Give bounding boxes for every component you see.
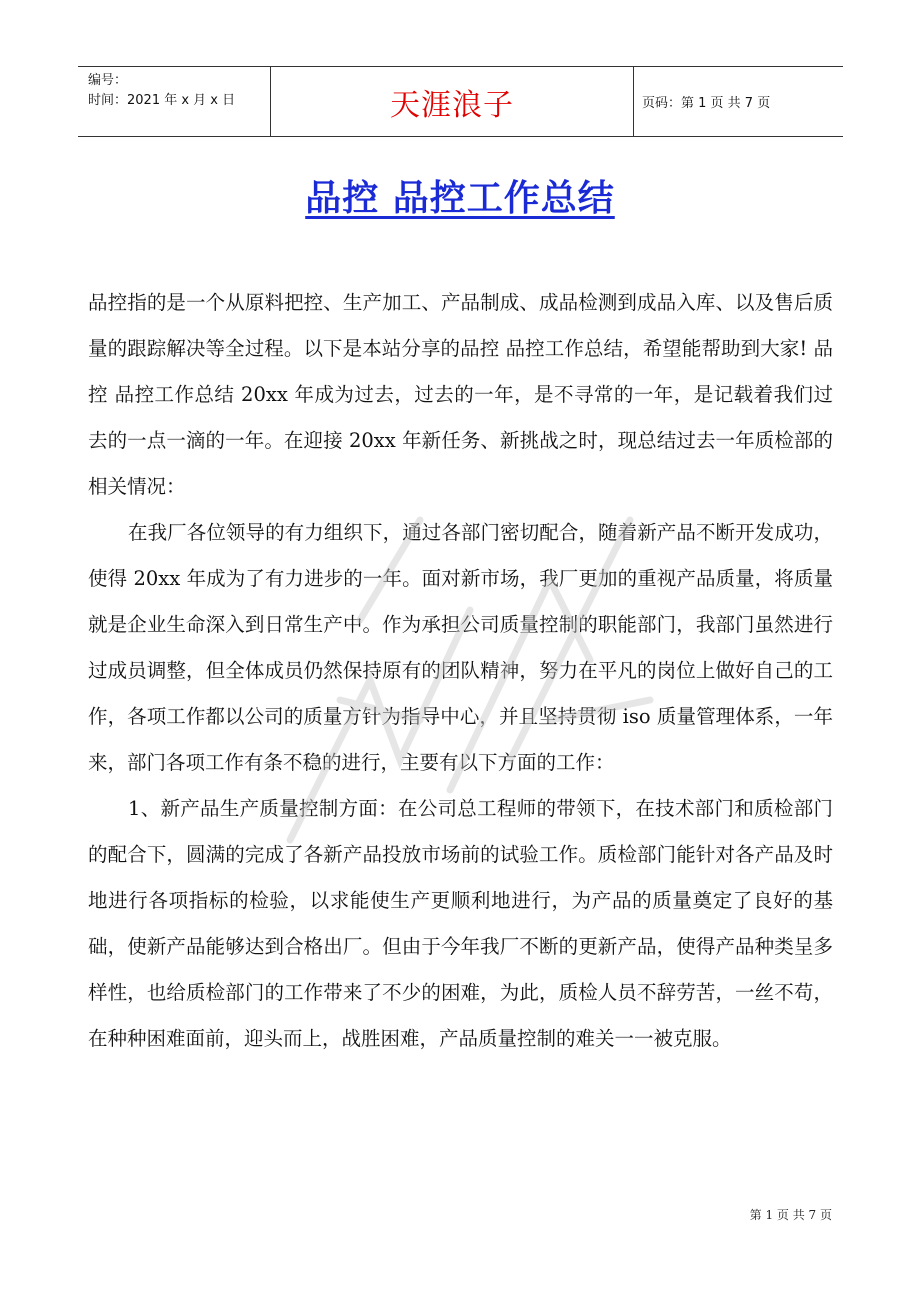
page-title: 品控 品控工作总结 xyxy=(305,177,615,219)
brand-name: 天涯浪子 xyxy=(271,67,634,136)
header-meta xyxy=(78,67,271,136)
page-footer: 第 1 页 共 7 页 xyxy=(749,1208,832,1222)
paragraph-overview: 在我厂各位领导的有力组织下，通过各部门密切配合，随着新产品不断开发成功，使得 20xx 年成为了有力进步的一年。面对新市场，我厂更加的重视产品质量，将质量就是企业生命深入到日常生产中。作为承担公司质量控制的职能部门，我部门虽然进行过成员调整，但全体成员仍然保持原有的团队精神，努力在平凡的岗位上做好自己的工作，各项工作都以公司的质量方针为指导中心，并且坚持贯彻 iso 质量管理体系，一年来，部门各项工作有条不稳的进行，主要有以下方面的工作： xyxy=(88,521,833,774)
document-header xyxy=(78,66,843,137)
paragraph-intro: 品控指的是一个从原料把控、生产加工、产品制成、成品检测到成品入库、以及售后质量的跟踪解决等全过程。以下是本站分享的品控 品控工作总结，希望能帮助到大家! 品控 品控工作总结 20xx 年成为过去，过去的一年，是不寻常的一年，是记载着我们过去的一点一滴的一年。在迎接 20xx 年新任务、新挑战之时，现总结过去一年质检部的相关情况： xyxy=(88,291,833,498)
paragraph-new-product: 1、新产品生产质量控制方面：在公司总工程师的带领下，在技术部门和质检部门的配合下，圆满的完成了各新产品投放市场前的试验工作。质检部门能针对各产品及时地进行各项指标的检验，以求能使生产更顺利地进行，为产品的质量奠定了良好的基础，使新产品能够达到合格出厂。但由于今年我厂不断的更新产品，使得产品种类呈多样性，也给质检部门的工作带来了不少的困难，为此，质检人员不辞劳苦，一丝不苟，在种种困难面前，迎头而上，战胜困难，产品质量控制的难关一一被克服。 xyxy=(88,797,833,1050)
page-label: 页码：第 1 页 共 7 页 xyxy=(642,96,771,111)
time-label: 时间：2021 年 x 月 x 日 xyxy=(88,93,236,108)
number-label: 编号： xyxy=(88,73,128,88)
document-body xyxy=(88,280,833,1062)
